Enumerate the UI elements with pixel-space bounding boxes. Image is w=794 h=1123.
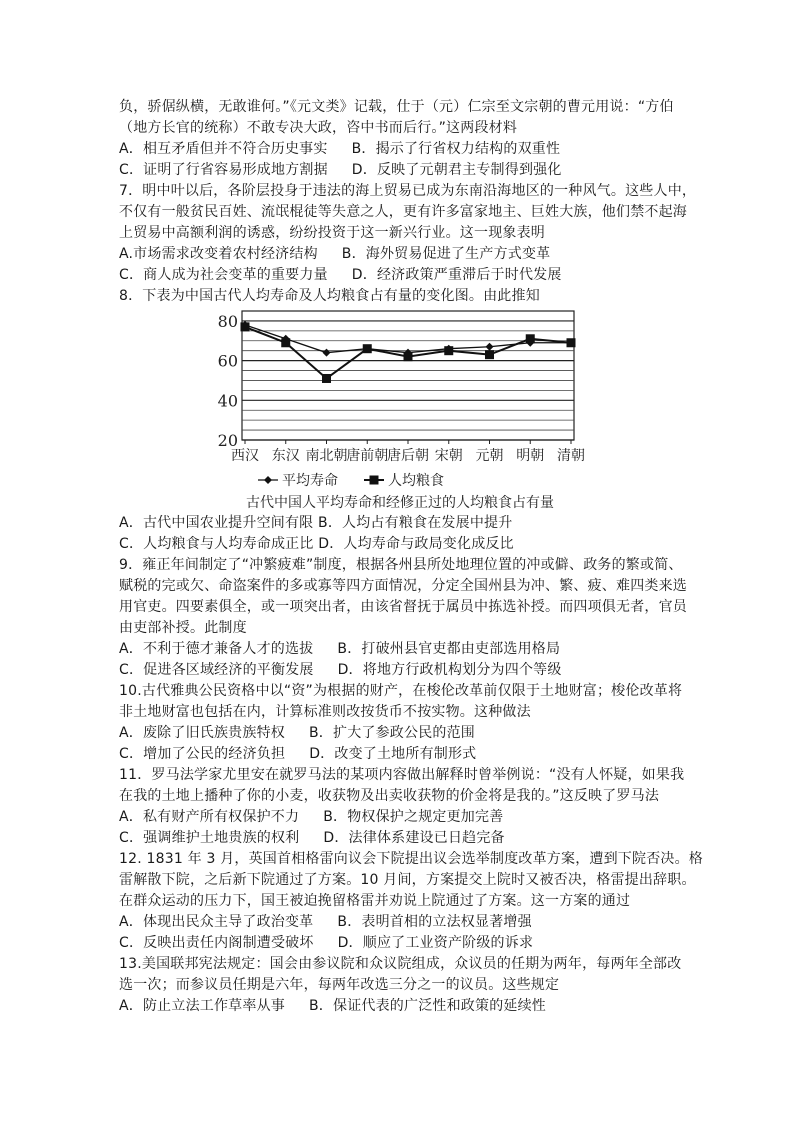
data-point-grain <box>241 322 250 331</box>
text-line: 赋税的完或欠、命盗案件的多或寡等四方面情况，分定全国州县为冲、繁、疲、难四类来选 <box>119 578 687 594</box>
legend-label-lifespan: 平均寿命 <box>282 473 338 489</box>
x-tick-label: 清朝 <box>557 448 585 464</box>
data-point-grain <box>526 334 535 343</box>
text-line: 在群众运动的压力下，国王被迫挽留格雷并劝说上院通过了方案。这一方案的通过 <box>119 893 631 909</box>
option-row: A．古代中国农业提升空间有限 B．人均占有粮食在发展中提升 <box>119 515 513 531</box>
data-point-grain <box>281 338 290 347</box>
option-c: C．促进各区域经济的平衡发展 <box>119 662 314 678</box>
option-c: C．商人成为社会变革的重要力量 <box>119 267 328 283</box>
option-a: A.市场需求改变着农村经济结构 <box>119 246 318 262</box>
option-b: B．保证代表的广泛性和政策的延续性 <box>308 998 546 1014</box>
question-10-stem: 10.古代雅典公民资格中以“资”为根据的财产，在梭伦改革前仅限于土地财富；梭伦改革将 <box>119 683 683 699</box>
y-tick-label: 60 <box>217 351 238 371</box>
option-c: C．反映出责任内阁制遭受破坏 <box>119 935 314 951</box>
option-row <box>119 744 476 764</box>
line-chart <box>212 307 588 513</box>
option-row <box>119 996 546 1016</box>
option-row <box>119 139 560 159</box>
text-line: 不仅有一般贫民百姓、流氓棍徒等失意之人，更有许多富家地主、巨姓大族，他们禁不起海 <box>119 204 687 220</box>
option-row <box>119 723 475 743</box>
question-12-stem: 12. 1831 年 3 月，英国首相格雷向议会下院提出议会选举制度改革方案，遭到下院否决。格 <box>119 851 703 867</box>
option-row <box>119 933 533 953</box>
x-tick-label: 元朝 <box>475 448 504 464</box>
option-b: B．扩大了参政公民的范围 <box>308 725 475 741</box>
data-point-grain <box>322 374 331 383</box>
text-line: 非土地财富也包括在内，计算标准则改按货币不按实物。这种做法 <box>119 704 531 720</box>
y-tick-label: 20 <box>217 431 238 450</box>
option-b: B．物权保护之规定更加完善 <box>323 809 504 825</box>
option-row <box>119 244 550 264</box>
question-8-stem: 8．下表为中国古代人均寿命及人均粮食占有量的变化图。由此推知 <box>119 288 540 304</box>
option-d: D．经济政策严重滞后于时代发展 <box>351 267 562 283</box>
x-tick-label: 南北朝 <box>305 448 348 464</box>
x-tick-label: 东汉 <box>271 448 300 464</box>
chart-svg <box>212 307 588 513</box>
text-line: 选一次；而参议员任期是六年，每两年改选三分之一的议员。这些规定 <box>119 977 560 993</box>
option-c: C．增加了公民的经济负担 <box>119 746 286 762</box>
option-b: B．表明首相的立法权显著增强 <box>337 914 532 930</box>
option-d: D．顺应了工业资产阶级的诉求 <box>337 935 534 951</box>
option-b: B．打破州县官吏都由吏部选用格局 <box>337 641 561 657</box>
text-line: （地方长官的统称）不敢专决大政，咨中书而后行。”这两段材料 <box>119 120 518 136</box>
option-d: D．改变了土地所有制形式 <box>309 746 477 762</box>
data-point-grain <box>404 352 413 361</box>
x-tick-label: 宋朝 <box>434 448 463 464</box>
chart-caption: 古代中国人平均寿命和经修正过的人均粮食占有量 <box>246 495 554 511</box>
data-point-grain <box>363 344 372 353</box>
text-line: 上贸易中高额利润的诱惑，纷纷投资于这一新兴行业。这一现象表明 <box>119 225 545 241</box>
option-row <box>119 639 560 659</box>
question-11-stem: 11．罗马法学家尤里安在就罗马法的某项内容做出解释时曾举例说：“没有人怀疑，如果我 <box>119 767 685 783</box>
question-9-stem: 9．雍正年间制定了“冲繁疲难”制度，根据各州县所处地理位置的冲或僻、政务的繁或简、 <box>119 557 683 573</box>
data-point-grain <box>567 338 576 347</box>
option-a: A．废除了旧氏族贵族特权 <box>119 725 285 741</box>
option-row <box>119 828 505 848</box>
option-row <box>119 660 562 680</box>
data-point-grain <box>444 346 453 355</box>
option-b: B．海外贸易促进了生产方式变革 <box>341 246 551 262</box>
legend-marker-lifespan <box>264 476 272 484</box>
option-c: C．强调维护土地贵族的权利 <box>119 830 300 846</box>
option-row <box>119 912 532 932</box>
option-c: C．证明了行省容易形成地方割据 <box>119 162 328 178</box>
legend-label-grain: 人均粮食 <box>388 473 444 489</box>
y-tick-label: 80 <box>217 311 238 331</box>
plot-frame <box>242 311 574 440</box>
option-a: A．不利于德才兼备人才的选拔 <box>119 641 314 657</box>
legend-marker-grain <box>370 476 379 485</box>
x-tick-label: 明朝 <box>516 448 545 464</box>
question-7-stem: 7．明中叶以后，各阶层投身于违法的海上贸易已成为东南沿海地区的一种风气。这些人中， <box>119 183 697 199</box>
text-line: 由吏部补授。此制度 <box>119 620 247 636</box>
text-line: 负，骄倨纵横，无敢谁何。”《元文类》记载，仕于（元）仁宗至文宗朝的曹元用说：“方伯 <box>119 99 674 115</box>
x-tick-label: 西汉 <box>231 448 259 464</box>
option-a: A．防止立法工作草率从事 <box>119 998 285 1014</box>
data-point-grain <box>485 350 494 359</box>
text-line: 雷解散下院，之后新下院通过了方案。10 月间，方案提交上院时又被否决，格雷提出辞职。 <box>119 872 696 888</box>
option-d: D．反映了元朝君主专制得到强化 <box>351 162 562 178</box>
option-a: A．相互矛盾但并不符合历史事实 <box>119 141 328 157</box>
x-tick-label: 唐前朝 <box>346 448 389 464</box>
option-row <box>119 807 503 827</box>
option-d: D．法律体系建设已日趋完备 <box>323 830 505 846</box>
option-row <box>119 160 562 180</box>
option-b: B．揭示了行省权力结构的双重性 <box>351 141 561 157</box>
text-line: 用官吏。四要素俱全，或一项突出者，由该省督抚于属员中拣选补授。而四项俱无者，官员 <box>119 599 687 615</box>
text-line: 在我的土地上播种了你的小麦，收获物及出卖收获物的价金将是我的。”这反映了罗马法 <box>119 788 660 804</box>
x-tick-label: 唐后朝 <box>387 448 429 464</box>
option-d: D．将地方行政机构划分为四个等级 <box>337 662 562 678</box>
option-row: C．人均粮食与人均寿命成正比 D．人均寿命与政局变化成反比 <box>119 536 514 552</box>
y-tick-label: 40 <box>217 391 238 411</box>
option-row <box>119 265 562 285</box>
option-a: A．体现出民众主导了政治变革 <box>119 914 314 930</box>
question-13-stem: 13.美国联邦宪法规定：国会由参议院和众议院组成，众议员的任期为两年，每两年全部改 <box>119 956 682 972</box>
option-a: A．私有财产所有权保护不力 <box>119 809 300 825</box>
